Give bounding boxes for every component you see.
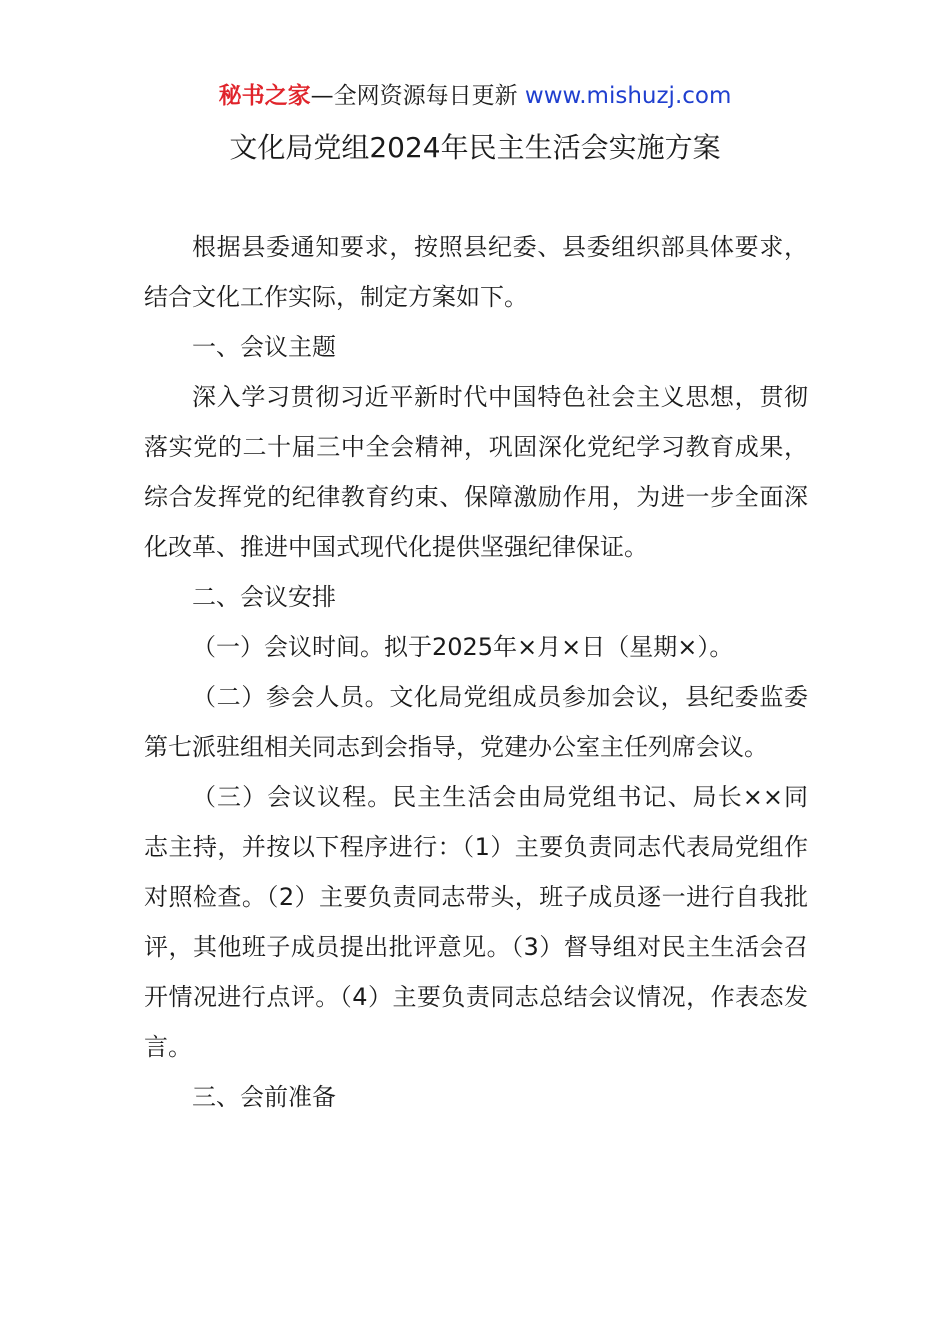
meeting-time-paragraph: （一）会议时间。拟于2025年×月×日（星期×）。 <box>192 633 734 661</box>
brand-name: 秘书之家 <box>218 83 311 109</box>
document-body <box>144 222 808 1122</box>
intro-paragraph: 根据县委通知要求，按照县纪委、县委组织部具体要求，结合文化工作实际，制定方案如下。 <box>144 233 808 311</box>
site-tagline: —全网资源每日更新 <box>310 83 525 109</box>
section-1-paragraph: 深入学习贯彻习近平新时代中国特色社会主义思想，贯彻落实党的二十届三中全会精神，巩固深化党纪学习教育成果，综合发挥党的纪律教育约束、保障激励作用，为进一步全面深化改革、推进中国式现代化提供坚强纪律保证。 <box>144 383 808 561</box>
section-heading-3: 三、会前准备 <box>192 1083 336 1111</box>
site-url-link[interactable]: www.mishuzj.com <box>524 83 732 109</box>
attendees-paragraph: （二）参会人员。文化局党组成员参加会议，县纪委监委第七派驻组相关同志到会指导，党建办公室主任列席会议。 <box>144 683 808 761</box>
site-header <box>0 80 950 112</box>
section-heading-1: 一、会议主题 <box>192 333 336 361</box>
document-title: 文化局党组2024年民主生活会实施方案 <box>229 131 721 164</box>
section-heading-2: 二、会议安排 <box>192 583 336 611</box>
agenda-paragraph: （三）会议议程。民主生活会由局党组书记、局长××同志主持，并按以下程序进行：（1）主要负责同志代表局党组作对照检查。（2）主要负责同志带头，班子成员逐一进行自我批评，其他班子成员提出批评意见。（3）督导组对民主生活会召开情况进行点评。（4）主要负责同志总结会议情况，作表态发言。 <box>144 783 808 1061</box>
